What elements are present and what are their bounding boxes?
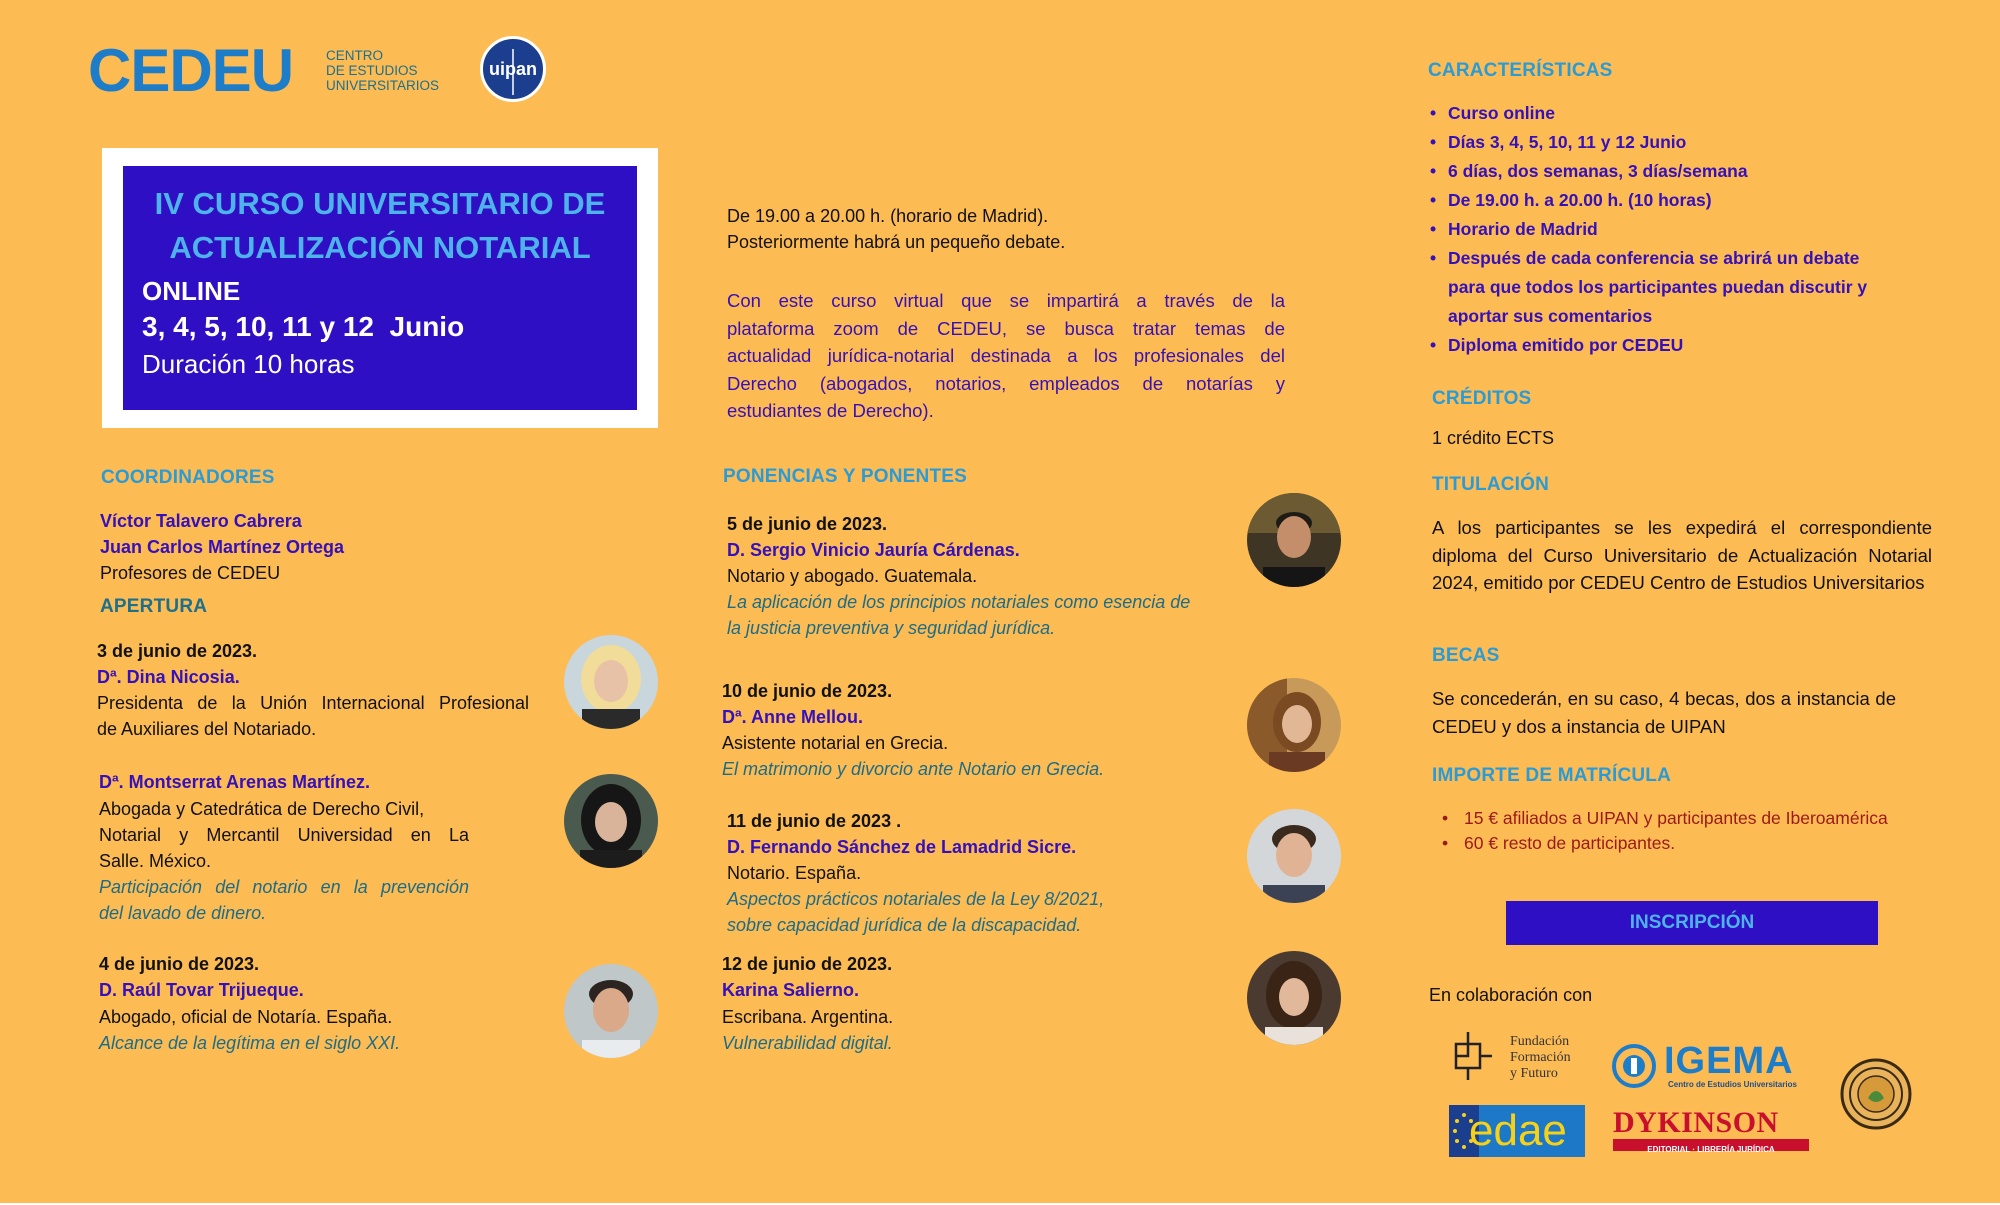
intro-para-line: actualidad jurídica-notarial destinada a los profesionales del xyxy=(727,345,1285,366)
banner-box xyxy=(123,166,637,410)
intro-para-line: Derecho (abogados, notarios, empleados de notarías y xyxy=(727,372,1285,394)
importe-list xyxy=(1430,806,1930,856)
banner-frame xyxy=(102,148,658,428)
ponencia-topic xyxy=(727,886,1104,938)
uipan-line-icon xyxy=(510,49,516,95)
banner-dates: 3, 4, 5, 10, 11 y 12 Junio xyxy=(142,311,465,342)
creditos-text: 1 crédito ECTS xyxy=(1432,428,1555,448)
apertura-desc-line: Presidenta de la Unión Internacional Profesional xyxy=(97,693,529,713)
fundacion-text-line: Fundación xyxy=(1510,1034,1570,1049)
intro-para-line: Con este curso virtual que se impartirá a través de la xyxy=(727,290,1285,311)
coordinador-name: Víctor Talavero Cabrera xyxy=(100,511,302,531)
caracteristica-item: • Después de cada conferencia se abrirá un debate para que todos los participantes puedan discutir y aportar sus comentarios xyxy=(1430,244,1900,331)
dykinson-sub: EDITORIAL · LIBRERÍA JURÍDICA xyxy=(1647,1145,1775,1154)
titulacion-heading: TITULACIÓN xyxy=(1432,474,1550,495)
caracteristica-item: • Curso online xyxy=(1430,99,1900,128)
montserrat-desc-line: Notarial y Mercantil Universidad en La xyxy=(99,825,469,845)
montserrat-desc xyxy=(99,796,469,874)
avatar-dina-nicosia xyxy=(564,635,658,729)
apertura-desc-line: de Auxiliares del Notariado. xyxy=(97,719,317,739)
caracteristicas-heading: CARACTERÍSTICAS xyxy=(1428,60,1613,81)
ponencia-date: 10 de junio de 2023. xyxy=(722,681,893,701)
ponencia-desc: Notario. España. xyxy=(727,863,862,883)
fundacion-text-line: Formación xyxy=(1510,1050,1571,1065)
caracteristica-item: • Horario de Madrid xyxy=(1430,215,1900,244)
cedeu-sub-line: UNIVERSITARIOS xyxy=(326,78,440,93)
cedeu-sub-line: DE ESTUDIOS xyxy=(326,63,418,78)
ponencia-desc: Notario y abogado. Guatemala. xyxy=(727,566,978,586)
caracteristica-item: • De 19.00 h. a 20.00 h. (10 horas) xyxy=(1430,186,1900,215)
ponencias-heading: PONENCIAS Y PONENTES xyxy=(723,466,968,487)
ponencia-topic-line: Aspectos prácticos notariales de la Ley 8/2021, xyxy=(727,889,1105,909)
caracteristica-item: • Días 3, 4, 5, 10, 11 y 12 Junio xyxy=(1430,128,1900,157)
cedeu-logo-text: CEDEU xyxy=(88,37,294,104)
igema-sub: Centro de Estudios Universitarios xyxy=(1668,1080,1797,1089)
ponencia-date: 12 de junio de 2023. xyxy=(722,954,893,974)
coordinadores-heading: COORDINADORES xyxy=(101,467,275,488)
raul-name: D. Raúl Tovar Trijueque. xyxy=(99,980,304,1000)
ponencia-topic: El matrimonio y divorcio ante Notario en Grecia. xyxy=(722,759,1105,779)
cedeu-sub-line: CENTRO xyxy=(326,48,383,63)
dykinson-sub-bar xyxy=(1613,1139,1809,1154)
caracteristicas-list xyxy=(1430,99,1900,360)
uipan-logo-text: uipan xyxy=(489,59,537,79)
avatar-sergio-jauria xyxy=(1247,493,1341,587)
coordinadores-role: Profesores de CEDEU xyxy=(100,563,281,583)
intro-para-line: plataforma zoom de CEDEU, se busca tratar temas de xyxy=(727,317,1285,339)
intro-line1: De 19.00 a 20.00 h. (horario de Madrid). xyxy=(727,206,1049,226)
montserrat-topic-line: Participación del notario en la prevención xyxy=(99,877,469,897)
avatar-raul-tovar xyxy=(564,964,658,1058)
raul-date: 4 de junio de 2023. xyxy=(99,954,260,974)
creditos-heading: CRÉDITOS xyxy=(1432,388,1532,409)
seal-icon xyxy=(1840,1058,1912,1130)
dykinson-logo xyxy=(1613,1106,1809,1154)
raul-desc: Abogado, oficial de Notaría. España. xyxy=(99,1007,393,1027)
montserrat-topic xyxy=(99,874,469,926)
caracteristica-item: • Diploma emitido por CEDEU xyxy=(1430,331,1900,360)
colaboracion-label: En colaboración con xyxy=(1429,985,1593,1005)
banner-mode: ONLINE xyxy=(142,276,241,306)
inscripcion-label: INSCRIPCIÓN xyxy=(1629,912,1755,933)
avatar-karina-salierno xyxy=(1247,951,1341,1045)
igema-text: IGEMA xyxy=(1664,1040,1794,1082)
intro-line2: Posteriormente habrá un pequeño debate. xyxy=(727,232,1066,252)
avatar-montserrat-arenas xyxy=(564,774,658,868)
ponencia-date: 11 de junio de 2023 . xyxy=(727,811,902,831)
ponencia-desc: Asistente notarial en Grecia. xyxy=(722,733,949,753)
ponencia-topic: Vulnerabilidad digital. xyxy=(722,1033,893,1053)
ponencia-topic xyxy=(727,589,1190,641)
edae-text: edae xyxy=(1469,1106,1567,1155)
fundacion-logo xyxy=(1446,1028,1586,1088)
raul-topic: Alcance de la legítima en el siglo XXI. xyxy=(99,1033,401,1053)
montserrat-desc-line: Abogada y Catedrática de Derecho Civil, xyxy=(99,799,425,819)
seal-logo xyxy=(1840,1058,1912,1130)
uipan-logo xyxy=(480,36,546,102)
coordinador-name: Juan Carlos Martínez Ortega xyxy=(100,537,345,557)
inscripcion-button[interactable] xyxy=(1506,901,1878,945)
apertura-heading: APERTURA xyxy=(100,596,208,617)
dykinson-text: DYKINSON xyxy=(1613,1106,1779,1139)
caracteristica-item: • 6 días, dos semanas, 3 días/semana xyxy=(1430,157,1900,186)
intro-para-line: estudiantes de Derecho). xyxy=(727,400,934,421)
ponencia-date: 5 de junio de 2023. xyxy=(727,514,888,534)
edae-logo xyxy=(1449,1105,1585,1157)
avatar-anne-mellou xyxy=(1247,678,1341,772)
avatar-fernando-sanchez xyxy=(1247,809,1341,903)
becas-heading: BECAS xyxy=(1432,645,1500,666)
ponencia-speaker-name: Karina Salierno. xyxy=(722,980,860,1000)
titulacion-text: A los participantes se les expedirá el correspondiente diploma del Curso Universitario de Actualización Notarial 2024, emitido por CEDEU Centro de Estudios Universitarios xyxy=(1432,517,1932,593)
apertura-desc xyxy=(97,690,529,742)
intro-paragraph xyxy=(727,287,1285,425)
banner-title-line1: IV CURSO UNIVERSITARIO DE xyxy=(154,186,606,221)
ponencia-topic-line: La aplicación de los principios notariales como esencia de xyxy=(727,592,1191,612)
montserrat-name: Dª. Montserrat Arenas Martínez. xyxy=(99,772,371,792)
importe-heading: IMPORTE DE MATRÍCULA xyxy=(1432,765,1672,786)
banner-title-line2: ACTUALIZACIÓN NOTARIAL xyxy=(169,230,591,265)
fundacion-mark-icon xyxy=(1446,1030,1498,1086)
apertura-date: 3 de junio de 2023. xyxy=(97,641,258,661)
ponencia-topic-line: la justicia preventiva y seguridad jurídica. xyxy=(727,618,1056,638)
montserrat-desc-line: Salle. México. xyxy=(99,851,212,871)
banner-duration: Duración 10 horas xyxy=(142,349,355,379)
ponencia-speaker-name: Dª. Anne Mellou. xyxy=(722,707,863,727)
igema-mark-icon xyxy=(1612,1044,1656,1088)
apertura-speaker-name: Dª. Dina Nicosia. xyxy=(97,667,240,687)
montserrat-topic-line: del lavado de dinero. xyxy=(99,903,267,923)
igema-logo xyxy=(1612,1042,1812,1090)
ponencia-speaker-name: D. Sergio Vinicio Jauría Cárdenas. xyxy=(727,540,1020,560)
importe-item: • 15 € afiliados a UIPAN y participantes de Iberoamérica xyxy=(1430,806,1930,831)
importe-item: • 60 € resto de participantes. xyxy=(1430,831,1930,856)
fundacion-text-line: y Futuro xyxy=(1510,1066,1558,1081)
ponencia-speaker-name: D. Fernando Sánchez de Lamadrid Sicre. xyxy=(727,837,1077,857)
ponencia-desc: Escribana. Argentina. xyxy=(722,1007,894,1027)
becas-text: Se concederán, en su caso, 4 becas, dos a instancia de CEDEU y dos a instancia de UIPAN xyxy=(1432,688,1896,737)
ponencia-topic-line: sobre capacidad jurídica de la discapacidad. xyxy=(727,915,1082,935)
